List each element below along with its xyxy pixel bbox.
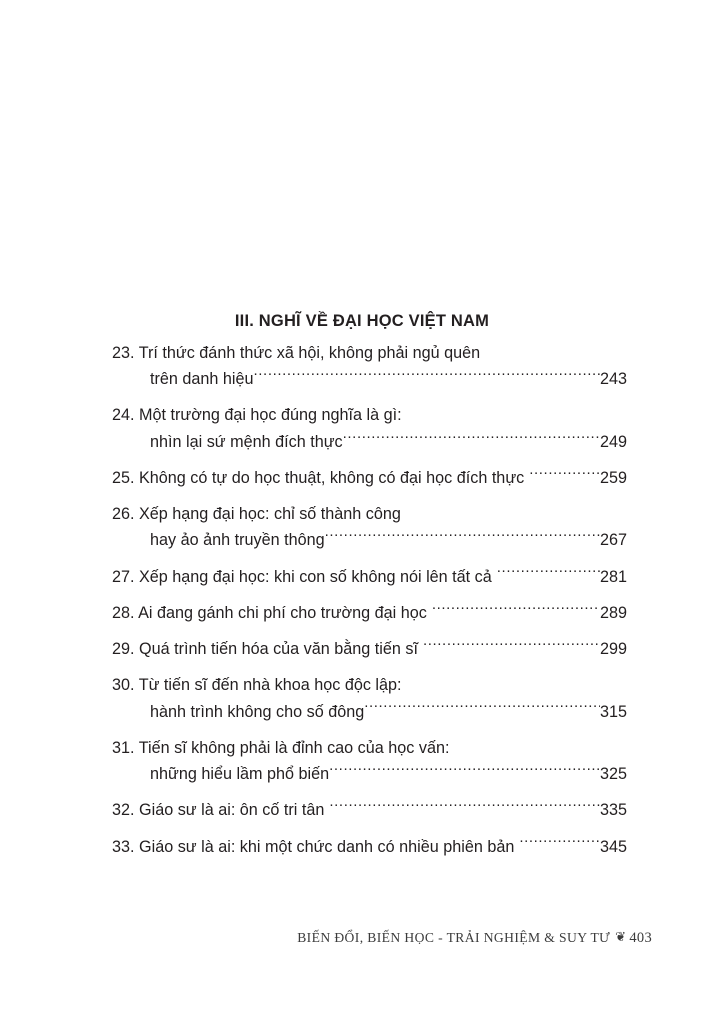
floral-ornament-icon: ❦	[615, 929, 627, 944]
toc-entry-line-continued	[112, 527, 627, 553]
toc-entry[interactable]	[112, 735, 627, 787]
toc-entry-line	[112, 834, 627, 860]
dot-leader	[418, 638, 600, 654]
toc-page-number: 315	[599, 702, 627, 721]
toc-entry[interactable]	[112, 402, 627, 454]
toc-page-number: 267	[599, 531, 627, 550]
dot-leader	[329, 763, 600, 779]
dot-leader	[514, 835, 600, 851]
toc-entry-title: 28. Ai đang gánh chi phí cho trường đại học	[112, 603, 427, 622]
toc-entry[interactable]	[112, 797, 627, 823]
dot-leader	[324, 799, 600, 815]
toc-entry-line	[112, 636, 627, 662]
toc-entry-title: 30. Từ tiến sĩ đến nhà khoa học độc lập:	[112, 676, 402, 695]
dot-leader	[343, 431, 600, 447]
toc-entry-line	[112, 465, 627, 491]
toc-entry-title: 27. Xếp hạng đại học: khi con số không nói lên tất cả	[112, 567, 492, 586]
toc-entry-line	[112, 672, 627, 698]
dot-leader	[364, 700, 600, 716]
toc-entry-title: 23. Trí thức đánh thức xã hội, không phải ngủ quên	[112, 344, 481, 362]
toc-entry[interactable]	[112, 465, 627, 491]
toc-entry-subtitle: hành trình không cho số đông	[150, 702, 365, 721]
dot-leader	[524, 467, 600, 483]
toc-entry-title: 24. Một trường đại học đúng nghĩa là gì:	[112, 406, 402, 425]
toc-entry-subtitle: những hiểu lầm phổ biến	[150, 765, 330, 784]
footer-book-title: BIẾN ĐỔI, BIẾN HỌC - TRẢI NGHIỆM & SUY TƯ	[297, 930, 611, 945]
toc-entry-line	[112, 340, 627, 366]
toc-entry-title: 25. Không có tự do học thuật, không có đại học đích thực	[112, 468, 525, 487]
toc-entry[interactable]	[112, 600, 627, 626]
toc-entry[interactable]	[112, 564, 627, 590]
toc-entry-subtitle: nhìn lại sứ mệnh đích thực	[150, 432, 343, 451]
toc-page-number: 249	[599, 432, 627, 451]
toc-entry-title: 32. Giáo sư là ai: ôn cố tri tân	[112, 801, 325, 820]
toc-entry-title: 33. Giáo sư là ai: khi một chức danh có nhiều phiên bản	[112, 837, 515, 856]
toc-page-number: 299	[599, 640, 627, 659]
toc-entry[interactable]	[112, 501, 627, 553]
toc-entry[interactable]	[112, 636, 627, 662]
toc-entry-line-continued	[112, 761, 627, 787]
footer-page-number: 403	[629, 930, 652, 946]
toc-entry-line-continued	[112, 366, 627, 392]
toc-entry-subtitle: trên danh hiệu	[150, 370, 254, 389]
page-footer	[0, 930, 724, 947]
toc-entry-subtitle: hay ảo ảnh truyền thông	[150, 531, 325, 550]
toc-entry-line	[112, 600, 627, 626]
toc-page-number: 289	[599, 603, 627, 622]
toc-page-number: 325	[599, 765, 627, 784]
toc-entry-line	[112, 735, 627, 761]
toc-page-number: 335	[599, 801, 627, 820]
toc-entry[interactable]	[112, 834, 627, 860]
toc-list	[112, 340, 627, 870]
toc-entry[interactable]	[112, 340, 627, 392]
toc-entry-title: 26. Xếp hạng đại học: chỉ số thành công	[112, 505, 401, 524]
toc-entry[interactable]	[112, 672, 627, 724]
toc-entry-line	[112, 564, 627, 590]
toc-entry-line	[112, 797, 627, 823]
toc-page-number: 259	[599, 468, 627, 487]
toc-entry-line-continued	[112, 699, 627, 725]
dot-leader	[427, 602, 600, 618]
toc-page-number: 345	[599, 837, 627, 856]
dot-leader	[254, 368, 600, 384]
toc-entry-title: 31. Tiến sĩ không phải là đỉnh cao của học vấn:	[112, 738, 450, 757]
toc-entry-line	[112, 402, 627, 428]
dot-leader	[325, 529, 600, 545]
section-heading: III. NGHĨ VỀ ĐẠI HỌC VIỆT NAM	[234, 311, 490, 330]
toc-entry-line-continued	[112, 429, 627, 455]
toc-page-number: 281	[599, 567, 627, 586]
toc-entry-line	[112, 501, 627, 527]
toc-entry-title: 29. Quá trình tiến hóa của văn bằng tiến sĩ	[112, 640, 418, 659]
toc-page-number: 243	[599, 370, 627, 389]
dot-leader	[492, 565, 600, 581]
